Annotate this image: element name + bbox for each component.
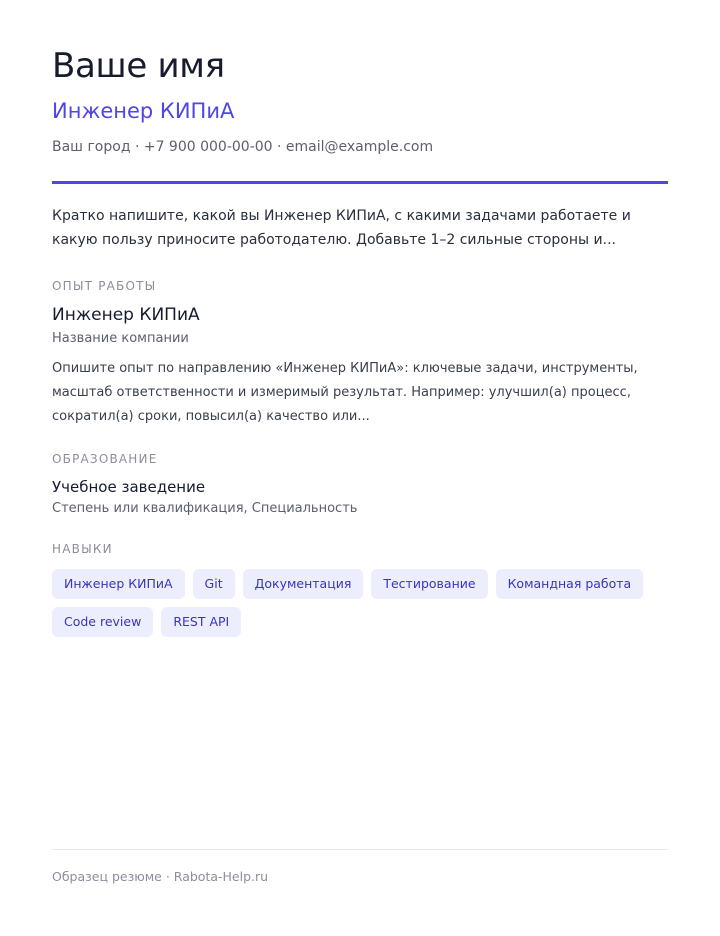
education-section-title: ОБРАЗОВАНИЕ [52,452,158,466]
skill-chip: Code review [52,607,153,637]
skill-chip: REST API [161,607,241,637]
job-description: Опишите опыт по направлению «Инженер КИПиА»: ключевые задачи, инструменты, масштаб ответственности и измеримый результат. Например: улучшил(а) процесс, сократил(а) сроки, повысил(а) качество или... [52,361,638,424]
experience-section-title: ОПЫТ РАБОТЫ [52,279,157,293]
summary-text: Кратко напишите, какой вы Инженер КИПиА, с какими задачами работаете и какую пользу приносите работодателю. Добавьте 1–2 сильные стороны и... [52,208,631,248]
candidate-name: Ваше имя [52,46,225,86]
degree-text: Степень или квалификация, Специальность [52,501,358,516]
footer-text: Образец резюме · Rabota-Help.ru [52,869,269,884]
contact-line: Ваш город · +7 900 000-00-00 · email@example.com [52,139,434,155]
header-divider [52,181,668,184]
skills-section-title: НАВЫКИ [52,542,113,556]
resume-page [52,0,668,936]
skill-chip: Документация [243,569,364,599]
skills-list [52,569,668,637]
job-title: Инженер КИПиА [52,305,200,325]
skill-chip: Git [193,569,235,599]
candidate-role: Инженер КИПиА [52,99,235,123]
footer-divider [52,849,668,850]
skill-chip: Тестирование [371,569,487,599]
school-name: Учебное заведение [52,478,206,496]
skill-chip: Инженер КИПиА [52,569,185,599]
skill-chip: Командная работа [496,569,644,599]
company-name: Название компании [52,331,189,346]
